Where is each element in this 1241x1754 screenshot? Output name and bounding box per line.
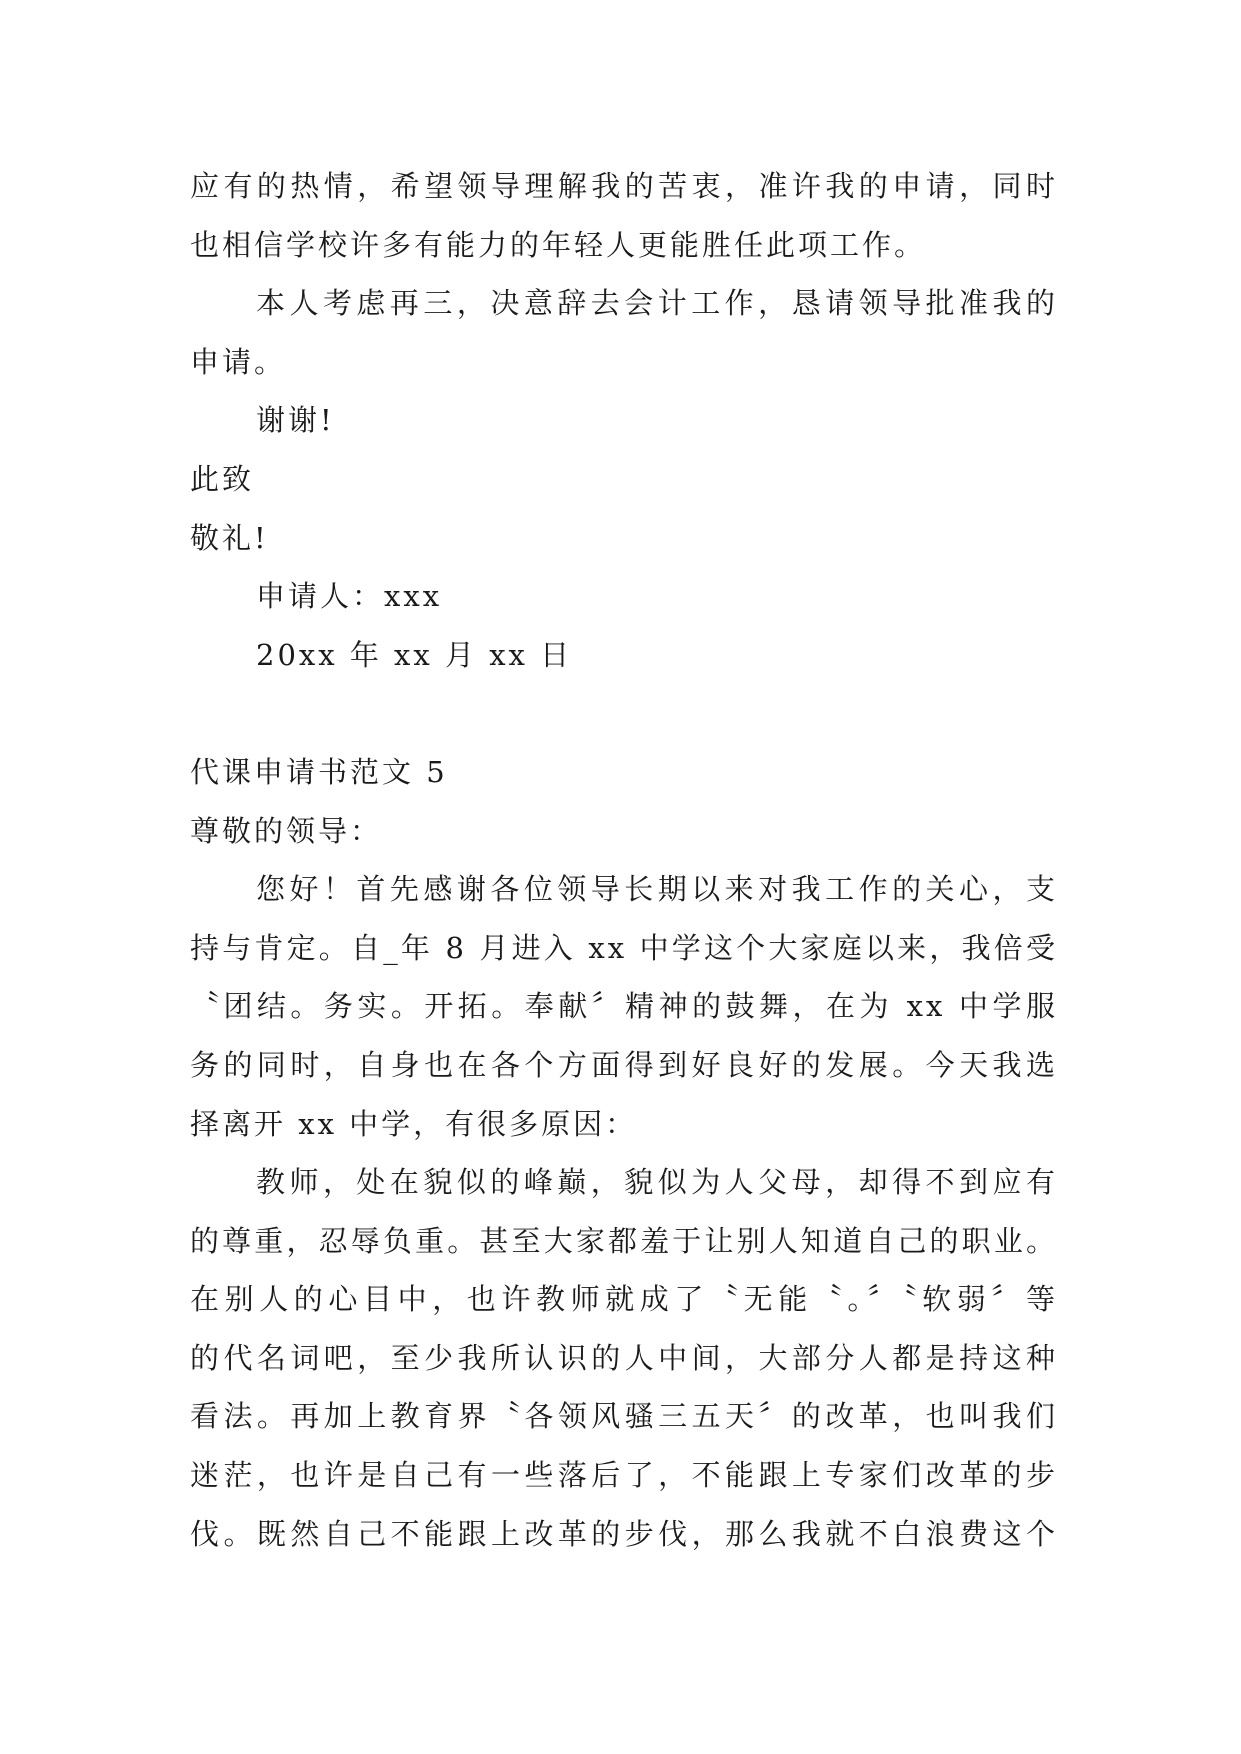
paragraph-line: 在别人的心目中，也许教师就成了〝无能〝。〞〝软弱〞等 xyxy=(190,1282,1058,1317)
applicant-signature: 申请人：xxx xyxy=(256,579,443,614)
paragraph-line: 迷茫，也许是自己有一些落后了，不能跟上专家们改革的步 xyxy=(190,1458,1058,1493)
paragraph-line: 本人考虑再三，决意辞去会计工作，恳请领导批准我的 xyxy=(256,286,1058,321)
paragraph-line: 的尊重，忍辱负重。甚至大家都羞于让别人知道自己的职业。 xyxy=(190,1223,1058,1258)
letter-date: 20xx 年 xx 月 xx 日 xyxy=(256,637,573,672)
closing-line-1: 此致 xyxy=(190,461,255,496)
closing-line-2: 敬礼! xyxy=(190,520,269,555)
paragraph-line: 务的同时，自身也在各个方面得到好良好的发展。今天我选 xyxy=(190,1047,1058,1082)
paragraph-line: 教师，处在貌似的峰巅，貌似为人父母，却得不到应有 xyxy=(256,1165,1058,1200)
blank-line xyxy=(190,684,1058,743)
paragraph-line: 也相信学校许多有能力的年轻人更能胜任此项工作。 xyxy=(190,227,927,262)
paragraph-line: 看法。再加上教育界〝各领风骚三五天〞的改革，也叫我们 xyxy=(190,1399,1058,1434)
paragraph-line: 〝团结。务实。开拓。奉献〞精神的鼓舞，在为 xx 中学服 xyxy=(190,989,1058,1024)
paragraph-line: 持与肯定。自_年 8 月进入 xx 中学这个大家庭以来，我倍受 xyxy=(190,930,1058,965)
thanks-line: 谢谢! xyxy=(256,403,335,438)
paragraph-line: 申请。 xyxy=(190,344,287,379)
paragraph-line: 应有的热情，希望领导理解我的苦衷，准许我的申请，同时 xyxy=(190,169,1058,203)
paragraph-line: 择离开 xx 中学，有很多原因： xyxy=(190,1106,638,1141)
paragraph-line: 伐。既然自己不能跟上改革的步伐，那么我就不白浪费这个 xyxy=(190,1516,1058,1551)
paragraph-line: 的代名词吧，至少我所认识的人中间，大部分人都是持这种 xyxy=(190,1340,1058,1375)
section-title: 代课申请书范文 5 xyxy=(190,754,448,789)
paragraph-line: 您好！首先感谢各位领导长期以来对我工作的关心，支 xyxy=(256,872,1058,907)
document-body xyxy=(190,157,1058,1563)
greeting-line: 尊敬的领导： xyxy=(190,813,383,848)
